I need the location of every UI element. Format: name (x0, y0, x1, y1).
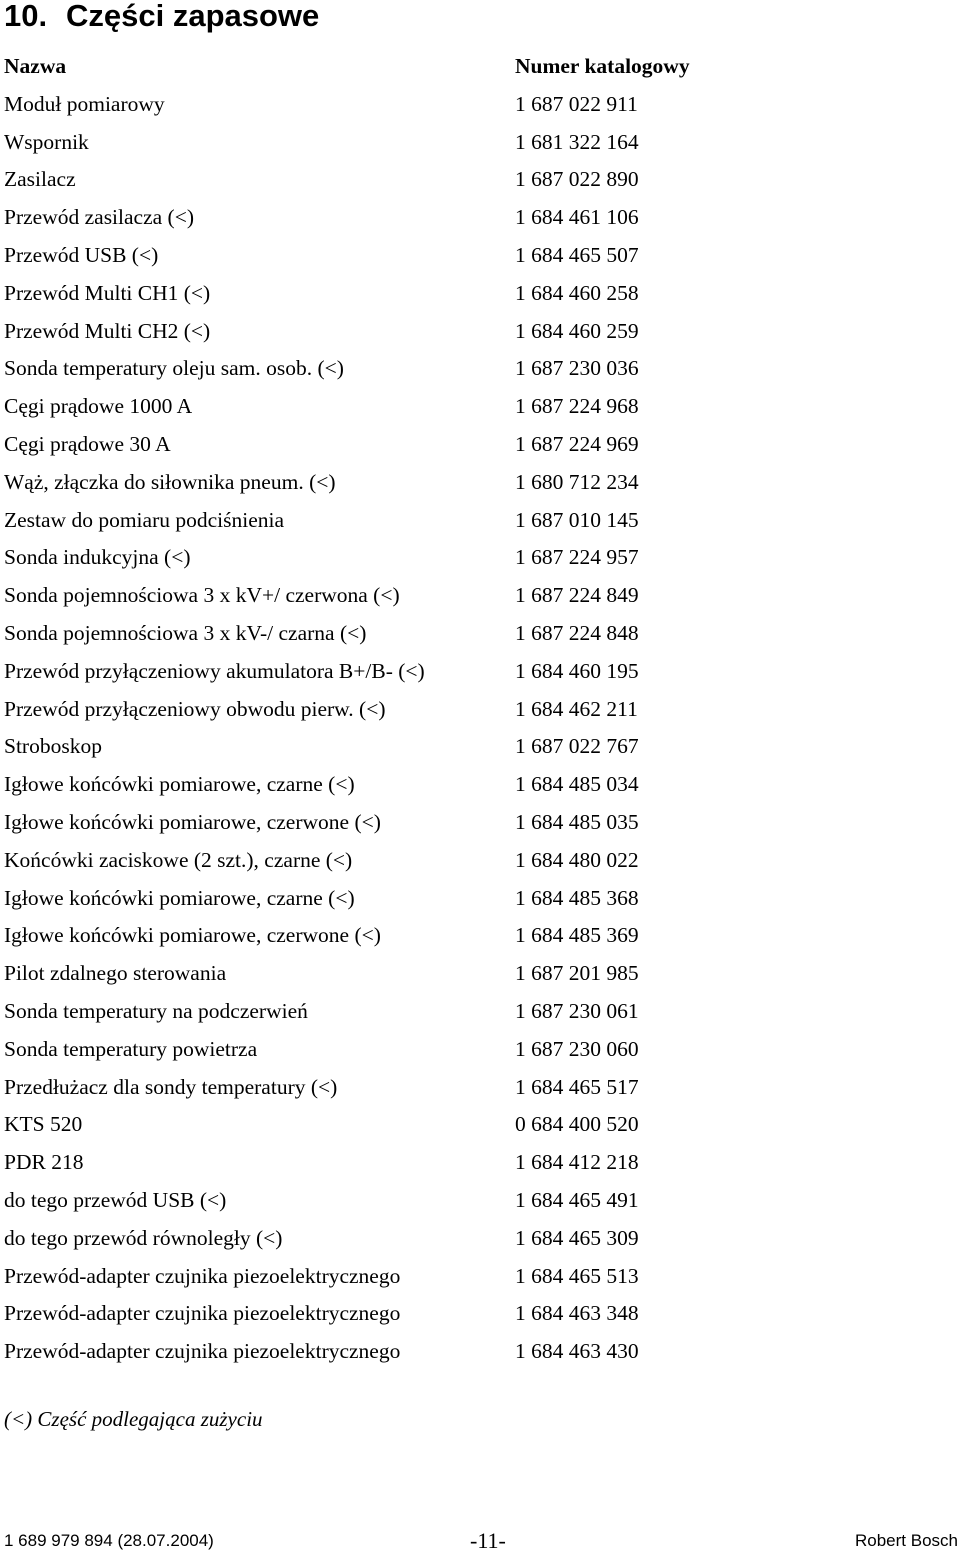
catalog-number: 1 687 022 890 (515, 167, 639, 192)
part-name: Przewód Multi CH2 (<) (4, 318, 211, 343)
part-name: Igłowe końcówki pomiarowe, czarne (<) (4, 885, 355, 910)
catalog-number: 1 684 485 368 (515, 885, 639, 910)
part-name: Przewód zasilacza (<) (4, 205, 194, 230)
catalog-number: 1 687 010 145 (515, 507, 639, 532)
catalog-number: 1 684 485 369 (515, 923, 639, 948)
part-name: Zestaw do pomiaru podciśnienia (4, 507, 285, 532)
part-name: Cęgi prądowe 30 A (4, 431, 171, 456)
catalog-number: 1 684 465 491 (515, 1187, 639, 1212)
section-number: 10. (4, 0, 48, 33)
part-name: Przewód przyłączeniowy obwodu pierw. (<) (4, 696, 386, 721)
catalog-number: 1 684 460 195 (515, 658, 639, 683)
catalog-number: 1 680 712 234 (515, 469, 639, 494)
footer-page-number: -11- (470, 1528, 506, 1553)
section-title: Części zapasowe (66, 0, 320, 33)
part-name: do tego przewód równoległy (<) (4, 1225, 283, 1250)
footer-company: Robert Bosch (855, 1531, 958, 1550)
column-header-name: Nazwa (4, 54, 67, 78)
part-name: Sonda temperatury na podczerwień (4, 998, 308, 1023)
catalog-number: 1 684 460 259 (515, 318, 639, 343)
catalog-number: 1 684 412 218 (515, 1150, 639, 1175)
catalog-number: 0 684 400 520 (515, 1112, 639, 1137)
part-name: Wspornik (4, 129, 89, 154)
part-name: Przewód przyłączeniowy akumulatora B+/B- (<) (4, 658, 425, 683)
part-name: Moduł pomiarowy (4, 91, 165, 116)
part-name: Sonda temperatury powietrza (4, 1036, 258, 1061)
part-name: Sonda pojemnościowa 3 x kV-/ czarna (<) (4, 620, 367, 645)
section-heading (4, 0, 319, 36)
catalog-number: 1 684 480 022 (515, 847, 639, 872)
part-name: Przewód-adapter czujnika piezoelektrycznego (4, 1339, 401, 1364)
part-name: Igłowe końcówki pomiarowe, czerwone (<) (4, 923, 381, 948)
catalog-number: 1 684 460 258 (515, 280, 639, 305)
catalog-number: 1 684 465 517 (515, 1074, 639, 1099)
catalog-number: 1 684 465 309 (515, 1225, 639, 1250)
catalog-number: 1 687 201 985 (515, 961, 639, 986)
column-header-catalog-number: Numer katalogowy (515, 54, 690, 78)
footer-document-number: 1 689 979 894 (28.07.2004) (4, 1531, 214, 1550)
catalog-number: 1 687 022 911 (515, 91, 638, 116)
page-footer (4, 1526, 960, 1556)
part-name: Przewód USB (<) (4, 242, 159, 267)
part-name: Zasilacz (4, 167, 76, 192)
catalog-number: 1 684 485 035 (515, 809, 639, 834)
catalog-number: 1 687 224 849 (515, 583, 639, 608)
part-name: Igłowe końcówki pomiarowe, czerwone (<) (4, 809, 381, 834)
part-name: PDR 218 (4, 1150, 84, 1175)
catalog-number: 1 687 224 969 (515, 431, 639, 456)
part-name: Sonda indukcyjna (<) (4, 545, 191, 570)
catalog-number: 1 687 230 060 (515, 1036, 639, 1061)
part-name: Igłowe końcówki pomiarowe, czarne (<) (4, 772, 355, 797)
catalog-number: 1 687 230 036 (515, 356, 639, 381)
part-name: Końcówki zaciskowe (2 szt.), czarne (<) (4, 847, 353, 872)
catalog-number: 1 684 465 513 (515, 1263, 639, 1288)
catalog-number: 1 684 462 211 (515, 696, 638, 721)
part-name: Przewód Multi CH1 (<) (4, 280, 211, 305)
catalog-number: 1 687 224 957 (515, 545, 639, 570)
part-name: do tego przewód USB (<) (4, 1187, 227, 1212)
part-name: Sonda temperatury oleju sam. osob. (<) (4, 356, 344, 381)
part-name: Sonda pojemnościowa 3 x kV+/ czerwona (<) (4, 583, 400, 608)
catalog-number: 1 684 485 034 (515, 772, 639, 797)
part-name: Stroboskop (4, 734, 102, 759)
catalog-number: 1 687 224 968 (515, 394, 639, 419)
catalog-number: 1 684 463 348 (515, 1301, 639, 1326)
part-name: Cęgi prądowe 1000 A (4, 394, 193, 419)
part-name: Przewód-adapter czujnika piezoelektrycznego (4, 1263, 401, 1288)
catalog-number: 1 687 224 848 (515, 620, 639, 645)
part-name: Przewód-adapter czujnika piezoelektrycznego (4, 1301, 401, 1326)
part-name: Przedłużacz dla sondy temperatury (<) (4, 1074, 338, 1099)
catalog-number: 1 687 022 767 (515, 734, 639, 759)
catalog-number: 1 681 322 164 (515, 129, 639, 154)
catalog-number: 1 687 230 061 (515, 998, 639, 1023)
catalog-number: 1 684 461 106 (515, 205, 639, 230)
part-name: Wąż, złączka do siłownika pneum. (<) (4, 469, 336, 494)
catalog-number: 1 684 465 507 (515, 242, 639, 267)
catalog-number: 1 684 463 430 (515, 1339, 639, 1364)
footnote-wear-part: (<) Część podlegająca zużyciu (4, 1407, 263, 1431)
part-name: Pilot zdalnego sterowania (4, 961, 227, 986)
part-name: KTS 520 (4, 1112, 83, 1137)
